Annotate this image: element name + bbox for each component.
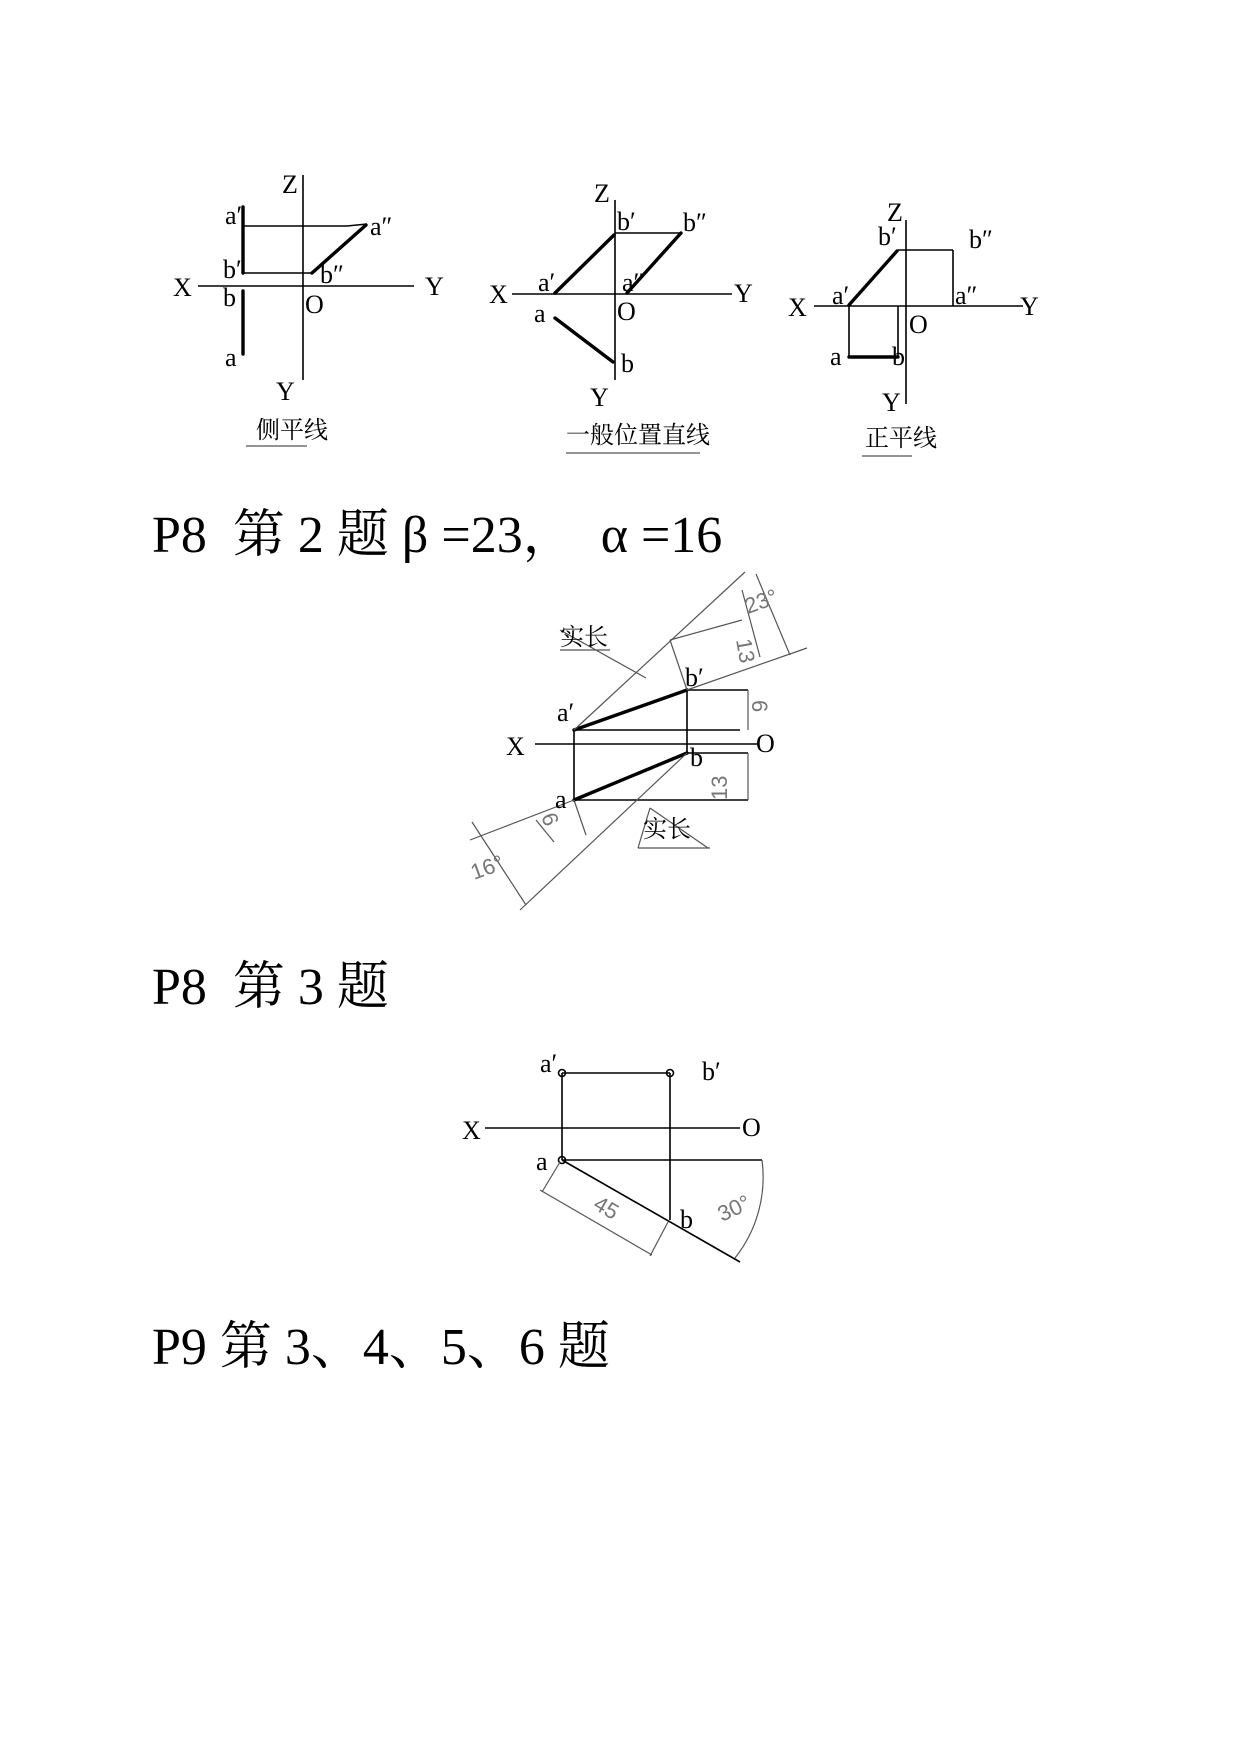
label-true-length-top: 实长	[560, 623, 608, 651]
axis-x-label: X	[489, 280, 508, 309]
point-b: b	[690, 743, 703, 772]
heading-p9: P9 第 3、4、5、6 题	[152, 1319, 610, 1376]
diagram-frontal-line	[788, 198, 1039, 456]
point-b-prime: b′	[685, 663, 704, 692]
axis-y-right-label: Y	[425, 272, 444, 301]
point-a-prime: a′	[540, 1049, 558, 1078]
origin-label: O	[742, 1113, 761, 1142]
dim-dy-13: 13	[707, 775, 732, 800]
point-a: a	[555, 785, 567, 814]
dim-angle-16: 16°	[467, 849, 507, 885]
point-b-double-prime: b″	[320, 260, 344, 289]
dim-length-45: 45	[589, 1190, 624, 1225]
point-a: a	[225, 343, 237, 372]
diagram-p8-q3	[0, 1040, 1241, 1280]
caption-frontal-line: 正平线	[865, 424, 937, 452]
point-a-prime: a′	[225, 201, 243, 230]
axis-x-label: X	[506, 732, 525, 761]
axis-z-label: Z	[594, 179, 610, 208]
heading-p8-q3: P8 第 3 题	[152, 959, 389, 1016]
dim-angle-23: 23°	[741, 583, 781, 619]
axis-y-down-label: Y	[590, 383, 609, 412]
point-a-prime: a′	[832, 281, 850, 310]
point-b: b	[680, 1205, 693, 1234]
axis-z-label: Z	[282, 170, 298, 199]
figure-line-types	[0, 0, 1241, 470]
axis-y-down-label: Y	[882, 388, 901, 417]
point-b-double-prime: b″	[683, 208, 707, 237]
diagram-general-line	[489, 179, 753, 453]
point-b: b	[621, 349, 634, 378]
dim-length-6-bottom: 6	[536, 809, 564, 830]
point-b: b	[223, 283, 236, 312]
diagram-profile-line	[173, 170, 444, 446]
point-b: b	[892, 342, 905, 371]
caption-profile-line: 侧平线	[256, 416, 328, 444]
dim-dz-6: 6	[747, 700, 772, 713]
axis-x-label: X	[462, 1116, 481, 1145]
axis-x-label: X	[173, 273, 192, 302]
axis-y-right-label: Y	[734, 279, 753, 308]
point-a-double-prime: a″	[622, 268, 645, 297]
axis-z-label: Z	[887, 198, 903, 227]
point-b-prime: b′	[617, 207, 636, 236]
point-b-double-prime: b″	[969, 225, 993, 254]
point-a: a	[830, 342, 842, 371]
point-a: a	[534, 299, 546, 328]
origin-label: O	[305, 290, 324, 319]
origin-label: O	[909, 310, 928, 339]
point-b-prime: b′	[223, 255, 242, 284]
diagram-p8-q2	[0, 560, 1241, 920]
point-b-prime: b′	[878, 222, 897, 251]
origin-label: O	[617, 297, 636, 326]
label-true-length-bottom: 实长	[643, 815, 691, 843]
axis-y-right-label: Y	[1020, 292, 1039, 321]
point-a-double-prime: a″	[370, 212, 393, 241]
axis-y-down-label: Y	[276, 377, 295, 406]
dim-length-13-top: 13	[731, 636, 760, 665]
origin-label: O	[756, 729, 775, 758]
axis-x-label: X	[788, 293, 807, 322]
point-a-double-prime: a″	[955, 281, 978, 310]
dim-angle-30: 30°	[713, 1189, 755, 1227]
heading-p8-q2: P8 第 2 题 β =23， α =16	[152, 507, 723, 564]
point-a-prime: a′	[557, 698, 575, 727]
point-a: a	[536, 1147, 548, 1176]
point-a-prime: a′	[538, 268, 556, 297]
point-b-prime: b′	[702, 1057, 721, 1086]
caption-general-line: 一般位置直线	[566, 421, 710, 449]
